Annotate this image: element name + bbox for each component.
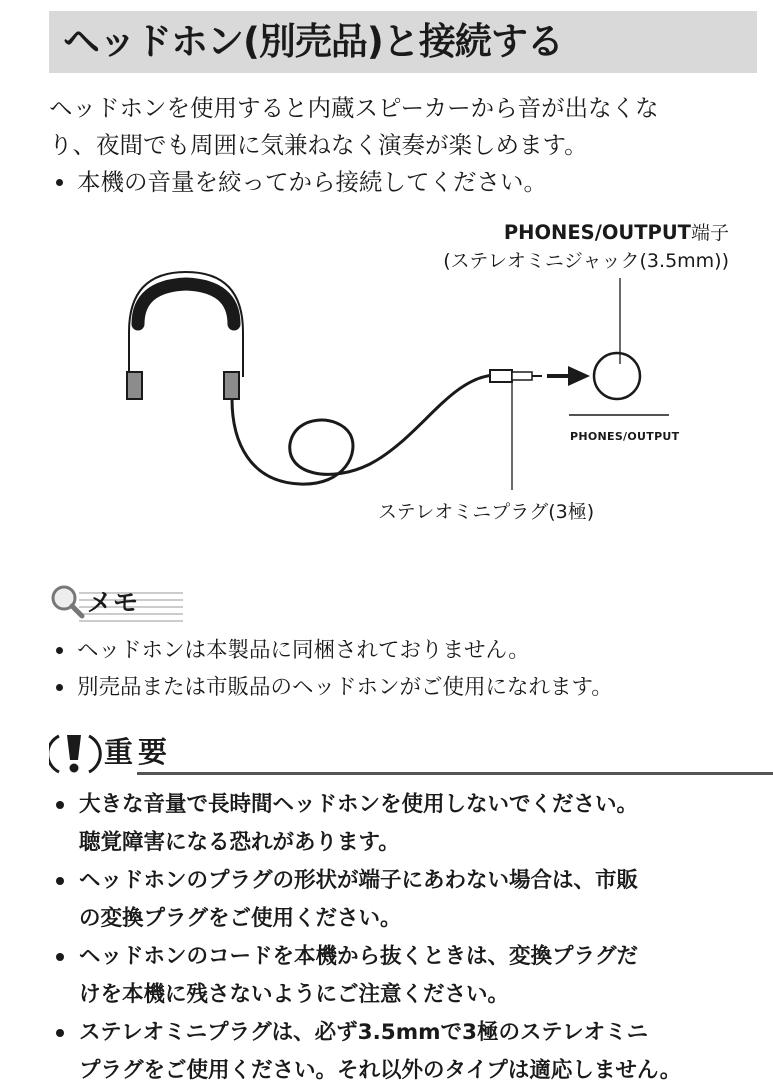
page-title: ヘッドホン(別売品)と接続する: [63, 20, 563, 63]
plug-label: ステレオミニプラグ(3極): [378, 501, 595, 523]
item-line: ヘッドホンのプラグの形状が端子にあわない場合は、市販: [79, 868, 639, 893]
intro-text: [49, 90, 749, 201]
list-item: [49, 786, 761, 861]
panel-label: PHONES/OUTPUT: [570, 430, 680, 443]
important-title: 重要: [104, 735, 173, 769]
arrow-icon: [547, 366, 590, 386]
list-item: [49, 1014, 761, 1089]
list-item: [49, 862, 761, 937]
item-line: の変換プラグをご使用ください。: [79, 905, 402, 931]
plug-icon: [490, 370, 542, 382]
important-list: [49, 786, 761, 1090]
jack-label-sub: (ステレオミニジャック(3.5mm)): [443, 250, 729, 272]
jack-label-suffix: 端子: [690, 222, 729, 244]
important-rule: [137, 772, 773, 775]
item-line: 聴覚障害になる恐れがあります。: [79, 829, 400, 855]
memo-title: メモ: [87, 588, 140, 617]
item-line: ヘッドホンのコードを本機から抜くときは、変換プラグだ: [79, 944, 639, 969]
item-line: 大きな音量で長時間ヘッドホンを使用しないでください。: [79, 792, 639, 817]
jack-icon: [594, 353, 640, 399]
intro-line: り、夜間でも周囲に気兼ねなく演奏が楽しめます。: [49, 131, 588, 159]
headphones-icon: [127, 272, 243, 399]
important-heading: [49, 730, 759, 778]
item-line: プラグをご使用ください。それ以外のタイプは適応しません。: [79, 1057, 682, 1083]
item-line: ステレオミニプラグは、必ず3.5mmで3極のステレオミニ: [79, 1020, 649, 1045]
intro-line: ヘッドホンを使用すると内蔵スピーカーから音が出なくな: [49, 94, 659, 122]
connection-diagram: [0, 212, 773, 532]
memo-heading: [49, 585, 189, 625]
warning-icon: [49, 735, 100, 773]
list-item: [49, 938, 761, 1013]
magnifier-icon: [53, 587, 82, 616]
intro-bullet: 本機の音量を絞ってから接続してください。: [49, 164, 749, 201]
section-title-bar: [49, 11, 757, 73]
item-line: けを本機に残さないようにご注意ください。: [79, 981, 510, 1007]
list-item: ヘッドホンは本製品に同梱されておりません。: [49, 632, 749, 669]
memo-list: [49, 632, 749, 706]
important-heading-graphic: [49, 730, 109, 778]
jack-label-main: PHONES/OUTPUT: [503, 221, 691, 244]
headphone-cord: [232, 375, 495, 484]
list-item: 別売品または市販品のヘッドホンがご使用になれます。: [49, 669, 749, 706]
jack-label: [443, 219, 729, 275]
